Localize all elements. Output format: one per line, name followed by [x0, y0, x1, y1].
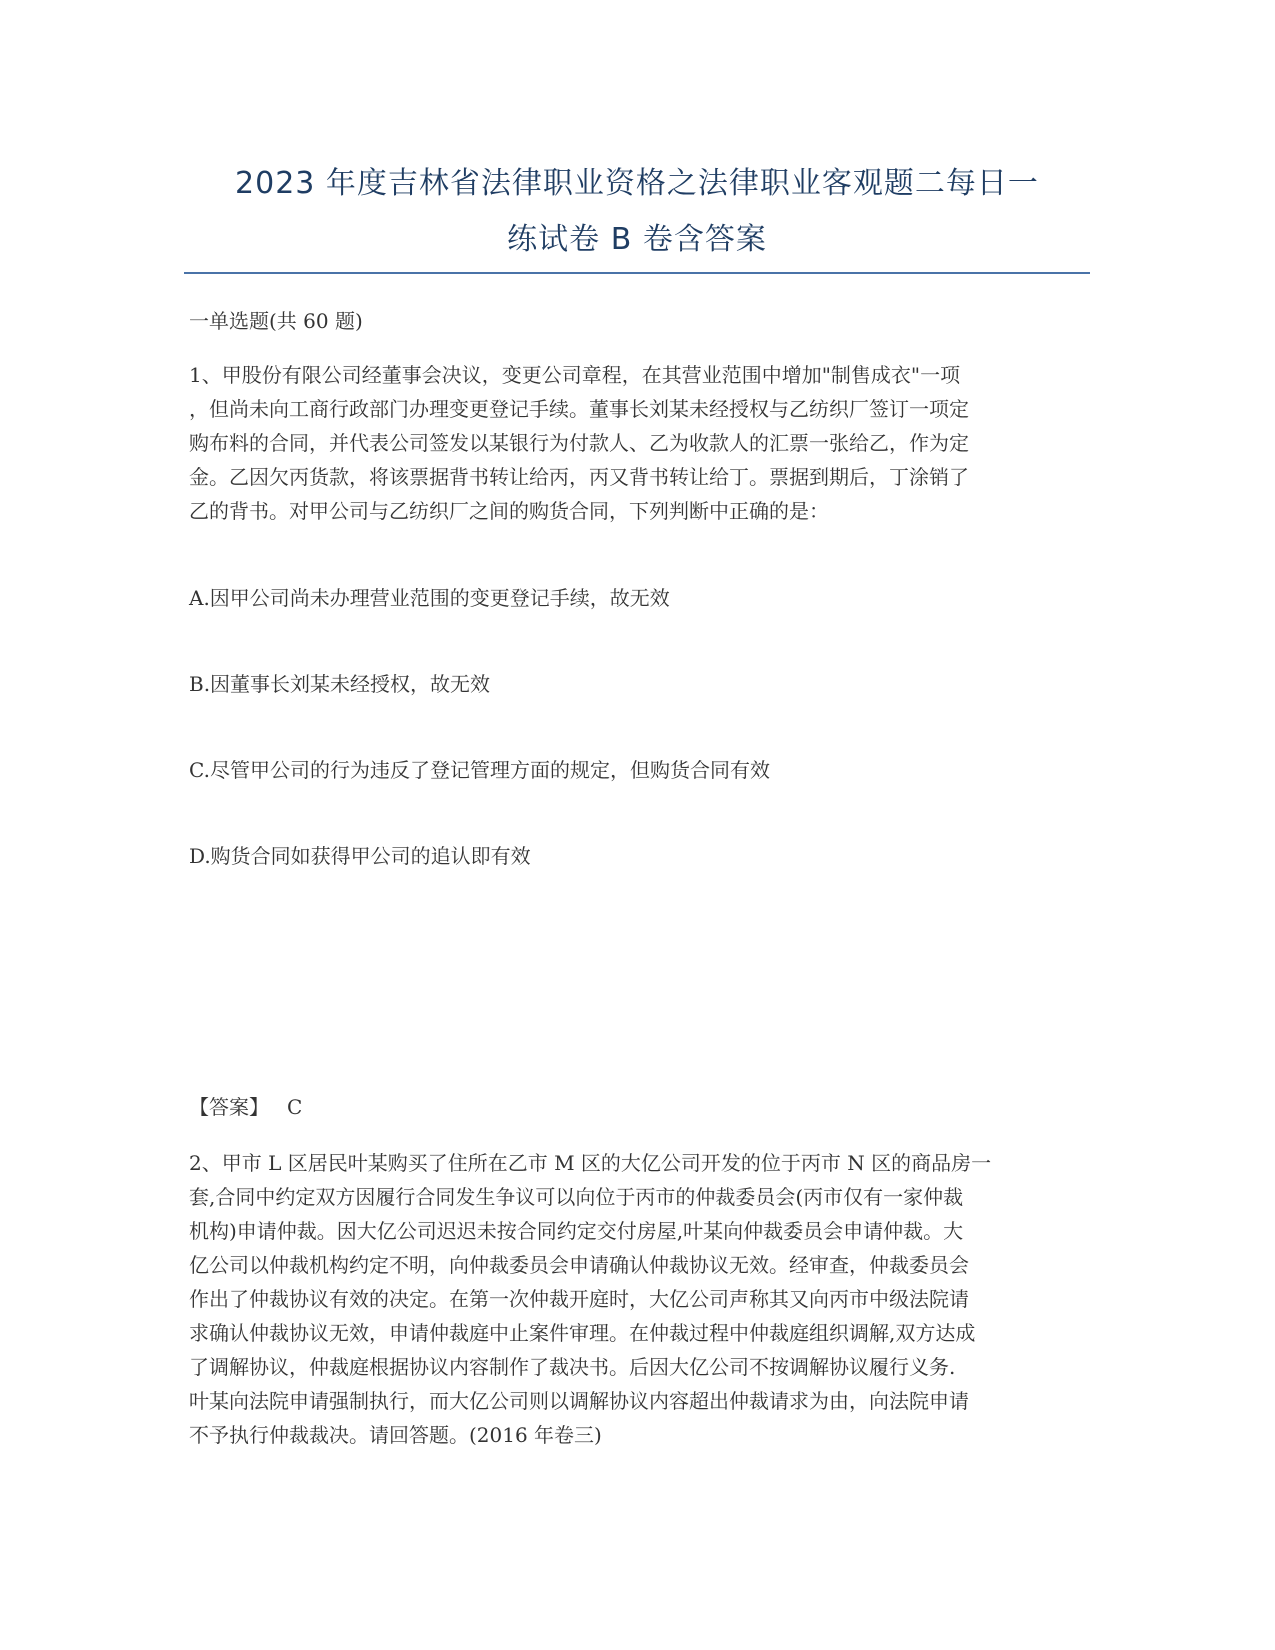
answer-value: C	[287, 1095, 303, 1119]
document-title	[184, 156, 1090, 268]
question-1-option-d: D.购货合同如获得甲公司的追认即有效	[189, 844, 531, 868]
question-1-line: 乙的背书。对甲公司与乙纺织厂之间的购货合同，下列判断中正确的是：	[189, 499, 829, 523]
question-2-line: 2、甲市 L 区居民叶某购买了住所在乙市 M 区的大亿公司开发的位于丙市 N 区的商品房一	[189, 1151, 992, 1175]
question-2-line: 叶某向法院申请强制执行，而大亿公司则以调解协议内容超出仲裁请求为由，向法院申请	[189, 1389, 969, 1413]
question-2-stem	[189, 1146, 1089, 1452]
question-1-answer	[189, 1092, 302, 1122]
title-line-1: 2023 年度吉林省法律职业资格之法律职业客观题二每日一	[235, 166, 1039, 201]
question-1-line: 购布料的合同，并代表公司签发以某银行为付款人、乙为收款人的汇票一张给乙，作为定	[189, 431, 969, 455]
question-2-line: 求确认仲裁协议无效，申请仲裁庭中止案件审理。在仲裁过程中仲裁庭组织调解,双方达成	[189, 1321, 976, 1345]
question-2-line: 了调解协议，仲裁庭根据协议内容制作了裁决书。后因大亿公司不按调解协议履行义务.	[189, 1355, 956, 1379]
question-1-option-c: C.尽管甲公司的行为违反了登记管理方面的规定，但购货合同有效	[189, 758, 770, 782]
answer-label: 【答案】	[189, 1095, 269, 1119]
question-2-line: 不予执行仲裁裁决。请回答题。(2016 年卷三)	[189, 1423, 602, 1447]
question-1-option-b: B.因董事长刘某未经授权，故无效	[189, 672, 491, 696]
question-1-option-a: A.因甲公司尚未办理营业范围的变更登记手续，故无效	[189, 586, 670, 610]
question-1-stem	[189, 358, 1089, 528]
question-1-line: 1、甲股份有限公司经董事会决议，变更公司章程，在其营业范围中增加"制售成衣"一项	[189, 363, 961, 387]
title-divider	[184, 272, 1090, 274]
question-1-line: ，但尚未向工商行政部门办理变更登记手续。董事长刘某未经授权与乙纺织厂签订一项定	[189, 397, 969, 421]
question-1-line: 金。乙因欠丙货款，将该票据背书转让给丙，丙又背书转让给丁。票据到期后，丁涂销了	[189, 465, 969, 489]
question-2-line: 亿公司以仲裁机构约定不明，向仲裁委员会申请确认仲裁协议无效。经审查，仲裁委员会	[189, 1253, 969, 1277]
question-2-line: 机构)申请仲裁。因大亿公司迟迟未按合同约定交付房屋,叶某向仲裁委员会申请仲裁。大	[189, 1219, 964, 1243]
section-heading: 一单选题(共 60 题)	[189, 309, 363, 333]
question-2-line: 套,合同中约定双方因履行合同发生争议可以向位于丙市的仲裁委员会(丙市仅有一家仲裁	[189, 1185, 964, 1209]
title-line-2: 练试卷 B 卷含答案	[507, 222, 767, 257]
question-2-line: 作出了仲裁协议有效的决定。在第一次仲裁开庭时，大亿公司声称其又向丙市中级法院请	[189, 1287, 969, 1311]
